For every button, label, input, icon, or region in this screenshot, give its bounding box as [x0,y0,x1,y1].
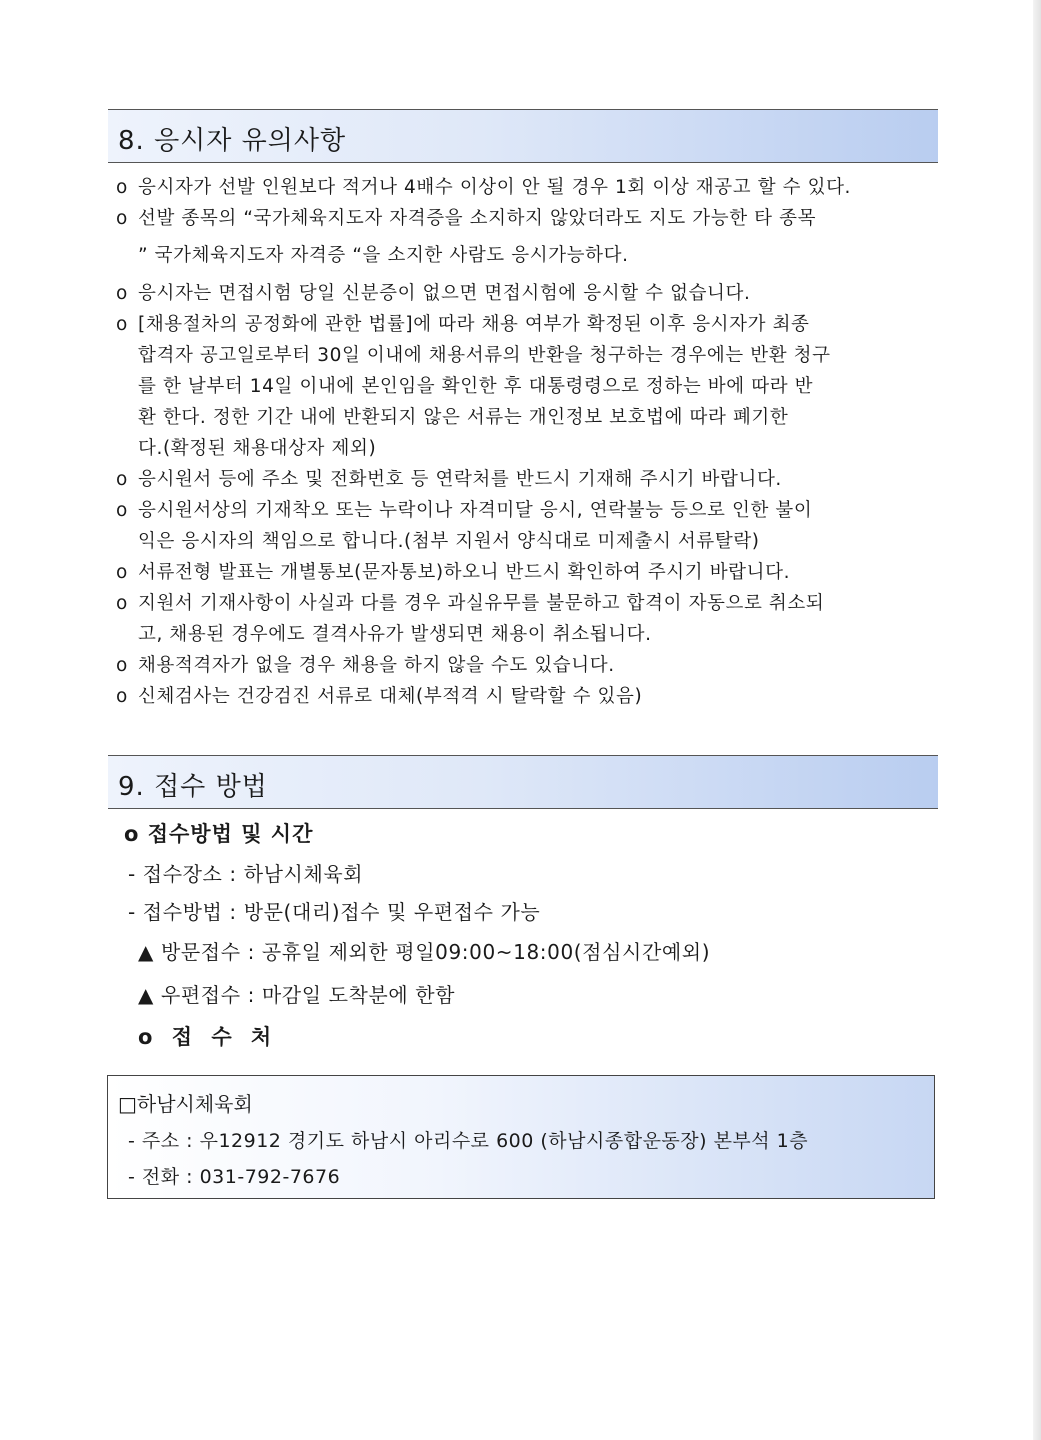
note-bullet: o [116,208,128,229]
note-item [116,681,938,712]
contact-phone: - 전화 : 031-792-7676 [128,1166,341,1188]
note-line: 지원서 기재사항이 사실과 다를 경우 과실유무를 불문하고 합격이 자동으로 취소되 [138,593,825,614]
note-bullet: o [116,655,128,676]
note-line: 신체검사는 건강검진 서류로 대체(부적격 시 탈락할 수 있음) [138,686,643,707]
note-line: 응시원서 등에 주소 및 전화번호 등 연락처를 반드시 기재해 주시기 바랍니다. [138,469,782,490]
visit-application: ▲ 방문접수 : 공휴일 제외한 평일09:00~18:00(점심시간예외) [138,940,711,964]
note-bullet: o [116,686,128,707]
note-item [116,495,938,557]
note-line: 고, 채용된 경우에도 결격사유가 발생되면 채용이 취소됩니다. [138,624,652,645]
contact-address: - 주소 : 우12912 경기도 하남시 아리수로 600 (하남시종합운동장) 본부석 1층 [128,1130,809,1152]
note-item [116,278,938,309]
note-line: 응시자가 선발 인원보다 적거나 4배수 이상이 안 될 경우 1회 이상 재공고 할 수 있다. [138,177,852,198]
page-edge [1033,0,1041,1440]
section-9-header [108,755,938,809]
application-method-line: - 접수방법 : 방문(대리)접수 및 우편접수 가능 [128,900,541,924]
section-8-title: 8. 응시자 유의사항 [118,126,347,156]
note-line: ” 국가체육지도자 자격증 “을 소지한 사람도 응시가능하다. [138,245,629,266]
note-line: 다.(확정된 채용대상자 제외) [138,438,377,459]
note-line: 선발 종목의 “국가체육지도자 자격증을 소지하지 않았더라도 지도 가능한 타 종목 [138,208,817,229]
note-bullet: o [116,562,128,583]
section-8-header [108,109,938,163]
note-item [116,309,938,464]
note-line: 합격자 공고일로부터 30일 이내에 채용서류의 반환을 청구하는 경우에는 반환 청구 [138,345,831,366]
note-bullet: o [116,314,128,335]
note-item [116,464,938,495]
note-line: 서류전형 발표는 개별통보(문자통보)하오니 반드시 확인하여 주시기 바랍니다. [138,562,791,583]
method-heading: o 접수방법 및 시간 [124,822,314,846]
note-item [116,203,938,271]
note-item [116,557,938,588]
note-item [116,172,938,203]
section-9-title: 9. 접수 방법 [118,772,268,802]
note-item [116,650,938,681]
note-line: 응시자는 면접시험 당일 신분증이 없으면 면접시험에 응시할 수 없습니다. [138,283,751,304]
application-place: - 접수장소 : 하남시체육회 [128,862,364,886]
note-line: [채용절차의 공정화에 관한 법률]에 따라 채용 여부가 확정된 이후 응시자가 최종 [138,314,810,335]
note-item [116,588,938,650]
note-line: 응시원서상의 기재착오 또는 누락이나 자격미달 응시, 연락불능 등으로 인한 불이 [138,500,813,521]
application-method [124,818,944,1060]
note-bullet: o [116,593,128,614]
note-line: 익은 응시자의 책임으로 합니다.(첨부 지원서 양식대로 미제출시 서류탈락) [138,531,760,552]
note-bullet: o [116,177,128,198]
note-line: 환 한다. 정한 기간 내에 반환되지 않은 서류는 개인정보 보호법에 따라 폐기한 [138,407,789,428]
office-heading: o 접 수 처 [138,1025,278,1049]
post-application: ▲ 우편접수 : 마감일 도착분에 한함 [138,983,456,1007]
contact-title: □하남시체육회 [118,1092,253,1116]
note-bullet: o [116,469,128,490]
note-line: 채용적격자가 없을 경우 채용을 하지 않을 수도 있습니다. [138,655,615,676]
note-bullet: o [116,500,128,521]
note-bullet: o [116,283,128,304]
note-line: 를 한 날부터 14일 이내에 본인임을 확인한 후 대통령령으로 정하는 바에 따라 반 [138,376,814,397]
applicant-notes-list [116,172,938,712]
contact-box [107,1075,935,1199]
